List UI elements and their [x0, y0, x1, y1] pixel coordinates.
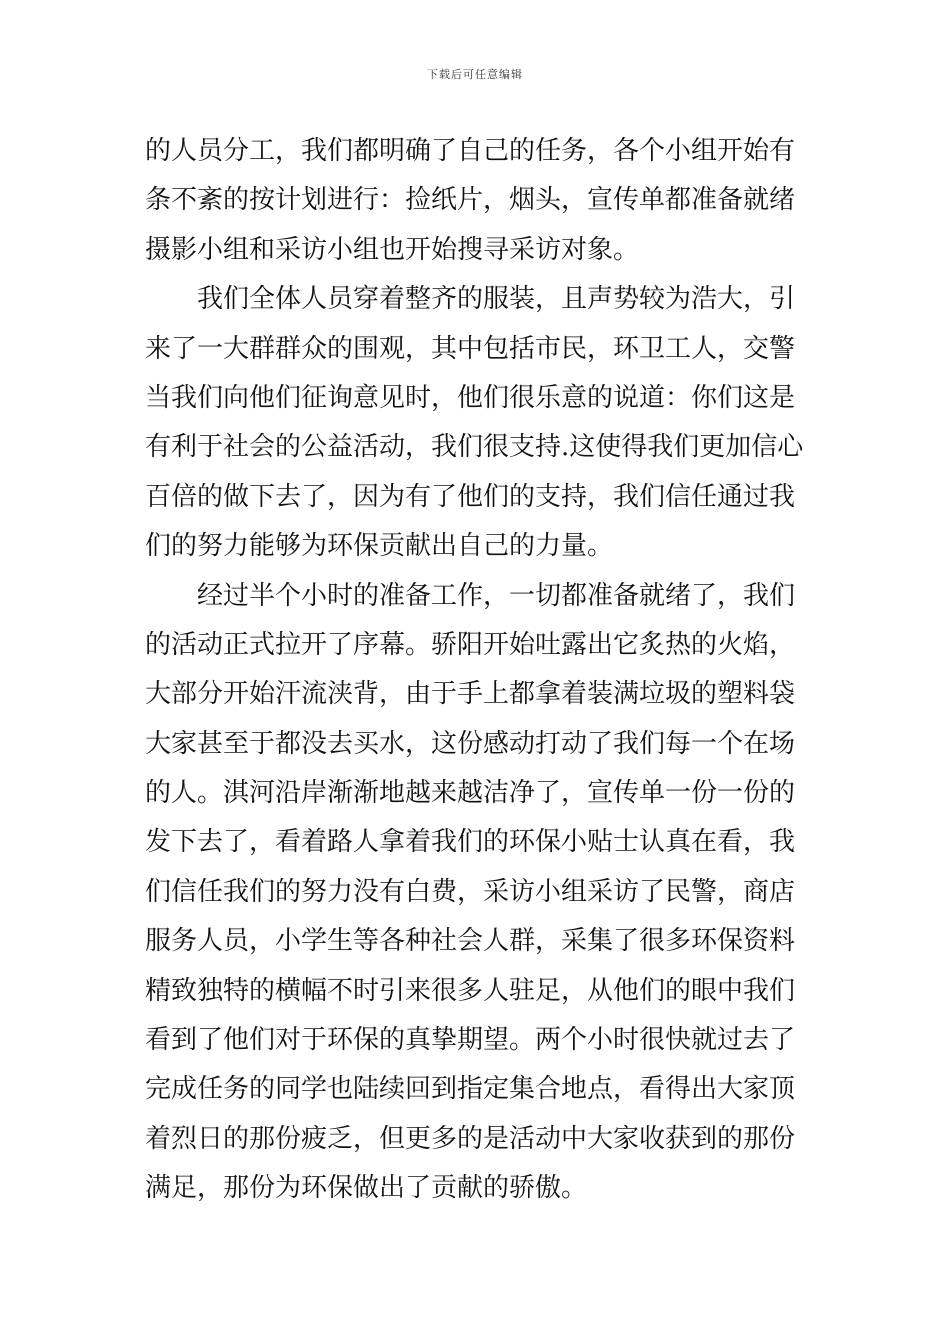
text-line: 大部分开始汗流浃背，由于手上都拿着装满垃圾的塑料袋 [145, 679, 796, 710]
page-header: 下载后可任意编辑 [427, 68, 523, 81]
text-line: 有利于社会的公益活动，我们很支持.这使得我们更加信心 [145, 432, 804, 463]
text-line: 来了一大群群众的围观，其中包括市民，环卫工人，交警 [145, 333, 796, 364]
text-line: 条不紊的按计划进行：捡纸片，烟头，宣传单都准备就绪 [145, 185, 796, 216]
text-line: 满足，那份为环保做出了贡献的骄傲。 [145, 1173, 588, 1204]
text-line: 百倍的做下去了，因为有了他们的支持，我们信任通过我 [145, 481, 796, 512]
text-line: 服务人员，小学生等各种社会人群，采集了很多环保资料 [145, 926, 796, 957]
text-line: 大家甚至于都没去买水，这份感动打动了我们每一个在场 [145, 728, 796, 759]
text-line: 们信任我们的努力没有白费，采访小组采访了民警，商店 [145, 876, 796, 907]
text-line: 完成任务的同学也陆续回到指定集合地点，看得出大家顶 [145, 1074, 796, 1105]
text-line: 们的努力能够为环保贡献出自己的力量。 [145, 531, 614, 562]
text-line: 发下去了，看着路人拿着我们的环保小贴士认真在看，我 [145, 827, 796, 858]
text-line: 看到了他们对于环保的真挚期望。两个小时很快就过去了 [145, 1025, 796, 1056]
text-line: 的活动正式拉开了序幕。骄阳开始吐露出它炙热的火焰， [145, 629, 796, 660]
text-line: 的人员分工，我们都明确了自己的任务，各个小组开始有 [145, 136, 796, 166]
text-line: 精致独特的横幅不时引来很多人驻足，从他们的眼中我们 [145, 975, 796, 1006]
text-line: 着烈日的那份疲乏，但更多的是活动中大家收获到的那份 [145, 1123, 796, 1154]
text-line: 当我们向他们征询意见时，他们很乐意的说道：你们这是 [145, 382, 796, 413]
paragraph-first-line: 经过半个小时的准备工作，一切都准备就绪了，我们 [197, 580, 796, 611]
paragraph-first-line: 我们全体人员穿着整齐的服装，且声势较为浩大，引 [197, 284, 796, 315]
text-line: 的人。淇河沿岸渐渐地越来越洁净了，宣传单一份一份的 [145, 778, 796, 809]
document-body [145, 127, 810, 1214]
text-line: 摄影小组和采访小组也开始搜寻采访对象。 [145, 234, 640, 265]
